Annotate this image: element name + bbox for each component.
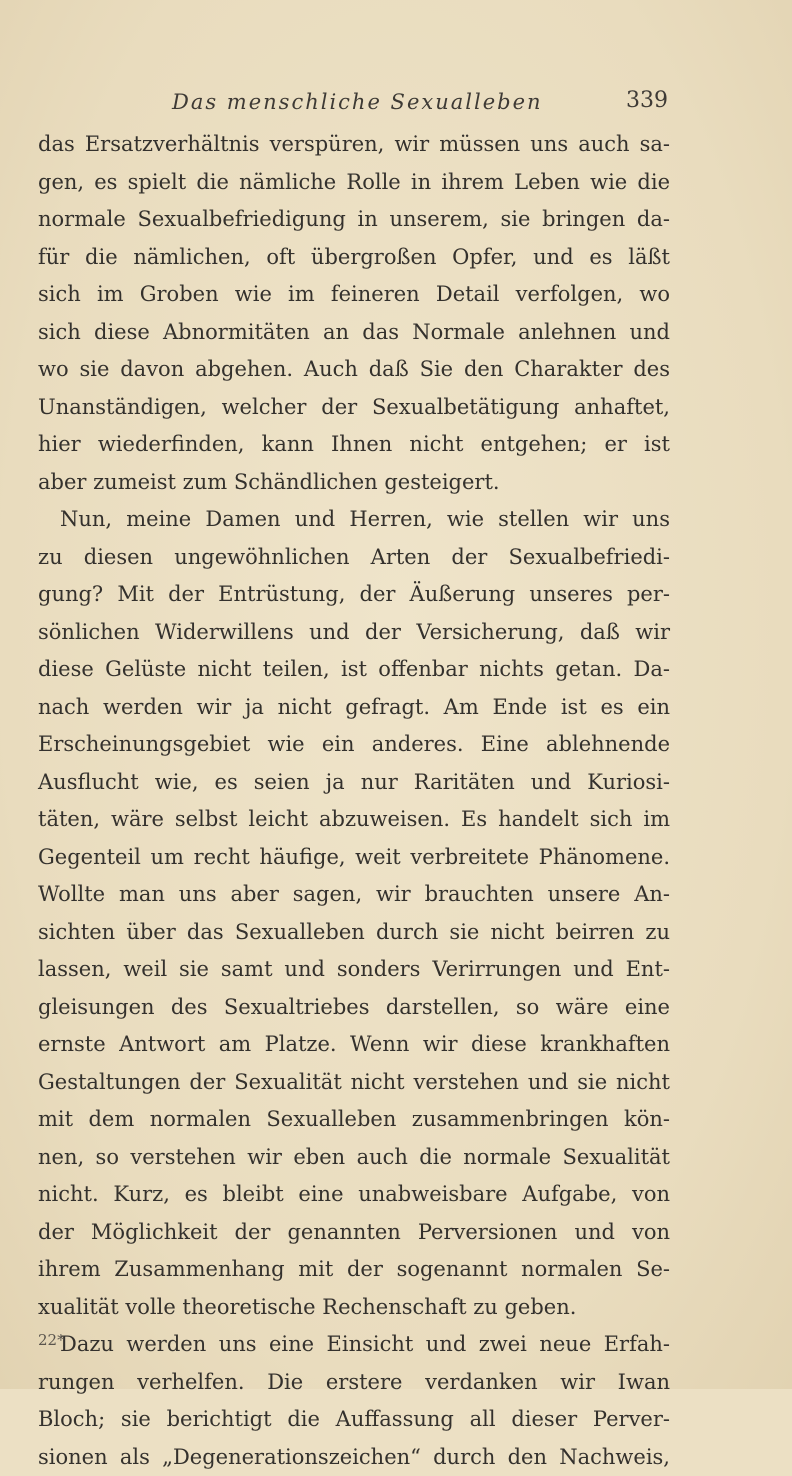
text-line: das Ersatzverhältnis verspüren, wir müssen uns auch sa-	[38, 126, 670, 164]
text-line: lassen, weil sie samt und sonders Verirrungen und Ent-	[38, 951, 670, 989]
text-line: Nun, meine Damen und Herren, wie stellen wir uns	[38, 501, 670, 539]
text-line: Wollte man uns aber sagen, wir brauchten unsere An-	[38, 876, 670, 914]
text-line: rungen verhelfen. Die erstere verdanken wir Iwan	[38, 1364, 670, 1402]
text-line: der Möglichkeit der genannten Perversionen und von	[38, 1214, 670, 1252]
text-line: nach werden wir ja nicht gefragt. Am Ende ist es ein	[38, 689, 670, 727]
text-line: sönlichen Widerwillens und der Versicherung, daß wir	[38, 614, 670, 652]
text-line: nen, so verstehen wir eben auch die normale Sexualität	[38, 1139, 670, 1177]
text-line: Gegenteil um recht häufige, weit verbreitete Phänomene.	[38, 839, 670, 877]
text-line: täten, wäre selbst leicht abzuweisen. Es handelt sich im	[38, 801, 670, 839]
text-line: wo sie davon abgehen. Auch daß Sie den Charakter des	[38, 351, 670, 389]
text-line: nicht. Kurz, es bleibt eine unabweisbare Aufgabe, von	[38, 1176, 670, 1214]
text-line: ihrem Zusammenhang mit der sogenannt normalen Se-	[38, 1251, 670, 1289]
text-line: Dazu werden uns eine Einsicht und zwei neue Erfah-	[38, 1326, 670, 1364]
text-line: Unanständigen, welcher der Sexualbetätigung anhaftet,	[38, 389, 670, 427]
text-line: zu diesen ungewöhnlichen Arten der Sexualbefriedi-	[38, 539, 670, 577]
text-line: Bloch; sie berichtigt die Auffassung all dieser Perver-	[38, 1401, 670, 1439]
text-line: für die nämlichen, oft übergroßen Opfer, und es läßt	[38, 239, 670, 277]
text-line: xualität volle theoretische Rechenschaft zu geben.	[38, 1289, 670, 1327]
text-line: sich im Groben wie im feineren Detail verfolgen, wo	[38, 276, 670, 314]
text-line: Gestaltungen der Sexualität nicht verstehen und sie nicht	[38, 1064, 670, 1102]
page-header	[168, 86, 668, 126]
text-line: Ausflucht wie, es seien ja nur Raritäten und Kuriosi-	[38, 764, 670, 802]
text-line: sichten über das Sexualleben durch sie nicht beirren zu	[38, 914, 670, 952]
text-line: sionen als „Degenerationszeichen“ durch den Nachweis,	[38, 1439, 670, 1476]
signature-mark: 22*	[38, 1331, 65, 1349]
text-line: diese Gelüste nicht teilen, ist offenbar nichts getan. Da-	[38, 651, 670, 689]
text-line: sich diese Abnormitäten an das Normale anlehnen und	[38, 314, 670, 352]
text-line: ernste Antwort am Platze. Wenn wir diese krankhaften	[38, 1026, 670, 1064]
text-line: normale Sexualbefriedigung in unserem, sie bringen da-	[38, 201, 670, 239]
text-line: gleisungen des Sexualtriebes darstellen, so wäre eine	[38, 989, 670, 1027]
page-number: 339	[626, 88, 668, 113]
text-line: Erscheinungsgebiet wie ein anderes. Eine ablehnende	[38, 726, 670, 764]
text-line: hier wiederfinden, kann Ihnen nicht entgehen; er ist	[38, 426, 670, 464]
text-line: gung? Mit der Entrüstung, der Äußerung unseres per-	[38, 576, 670, 614]
body-text	[38, 126, 670, 1476]
running-title: Das menschliche Sexualleben	[172, 90, 543, 114]
text-line: mit dem normalen Sexualleben zusammenbringen kön-	[38, 1101, 670, 1139]
text-line: gen, es spielt die nämliche Rolle in ihrem Leben wie die	[38, 164, 670, 202]
text-line: aber zumeist zum Schändlichen gesteigert.	[38, 464, 670, 502]
